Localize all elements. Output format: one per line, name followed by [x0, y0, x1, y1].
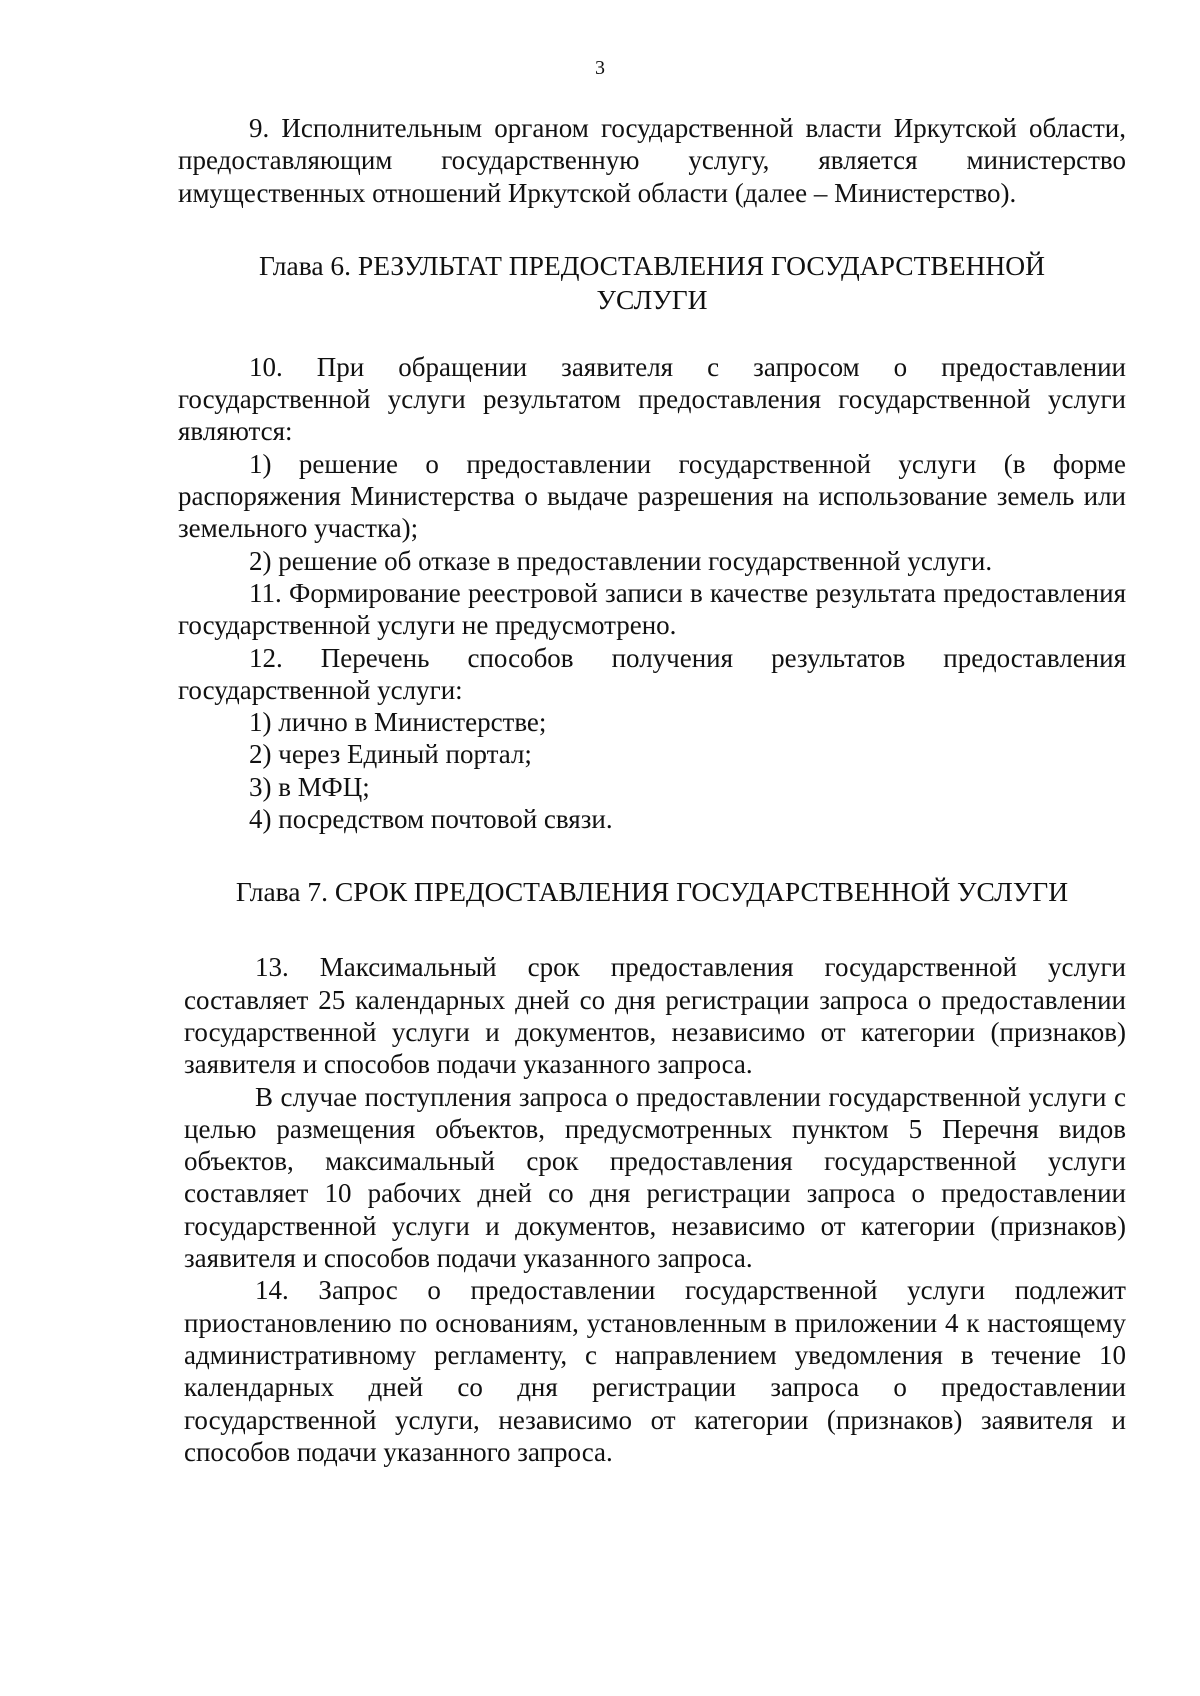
- document-body: [178, 112, 1126, 1468]
- chapter-6-heading: Глава 6. РЕЗУЛЬТАТ ПРЕДОСТАВЛЕНИЯ ГОСУДАРСТВЕННОЙ УСЛУГИ: [258, 249, 1046, 315]
- chapter-7-heading: Глава 7. СРОК ПРЕДОСТАВЛЕНИЯ ГОСУДАРСТВЕННОЙ УСЛУГИ: [235, 876, 1069, 908]
- paragraph-12-item-2: 2) через Единый портал;: [249, 739, 532, 770]
- paragraph-12-item-1: 1) лично в Министерстве;: [249, 707, 547, 738]
- paragraph-12-item-3: 3) в МФЦ;: [249, 771, 370, 802]
- paragraph-14: 14. Запрос о предоставлении государственной услуги подлежит приостановлению по основаниям, установленным в приложении 4 к настоящему административному регламенту, с направлением уведомления в течение 10 календарных дней со дня регистрации запроса о предоставлении государственной услуги, независимо от категории (признаков) заявителя и способов подачи указанного запроса.: [184, 1275, 1126, 1467]
- paragraph-10: 10. При обращении заявителя с запросом о предоставлении государственной услуги результатом предоставления государственной услуги являются:: [178, 351, 1126, 447]
- paragraph-12-item-4: 4) посредством почтовой связи.: [249, 804, 613, 835]
- paragraph-10-item-2: 2) решение об отказе в предоставлении государственной услуги.: [249, 545, 993, 576]
- paragraph-13: 13. Максимальный срок предоставления государственной услуги составляет 25 календарных дней со дня регистрации запроса о предоставлении государственной услуги и документов, независимо от категории (признаков) заявителя и способов подачи указанного запроса.: [184, 952, 1126, 1080]
- paragraph-12: 12. Перечень способов получения результатов предоставления государственной услуги:: [178, 642, 1126, 705]
- page-number: 3: [595, 57, 605, 79]
- paragraph-13-continued: В случае поступления запроса о предоставлении государственной услуги с целью размещения объектов, предусмотренных пунктом 5 Перечня видов объектов, максимальный срок предоставления государственной услуги составляет 10 рабочих дней со дня регистрации запроса о предоставлении государственной услуги и документов, независимо от категории (признаков) заявителя и способов подачи указанного запроса.: [184, 1081, 1126, 1274]
- paragraph-11: 11. Формирование реестровой записи в качестве результата предоставления государственной услуги не предусмотрено.: [178, 577, 1126, 641]
- paragraph-9: 9. Исполнительным органом государственной власти Иркутской области, предоставляющим государственную услугу, является министерство имущественных отношений Иркутской области (далее – Министерство).: [178, 113, 1126, 208]
- paragraph-10-item-1: 1) решение о предоставлении государственной услуги (в форме распоряжения Министерства о выдаче разрешения на использование земель или земельного участка);: [178, 448, 1126, 544]
